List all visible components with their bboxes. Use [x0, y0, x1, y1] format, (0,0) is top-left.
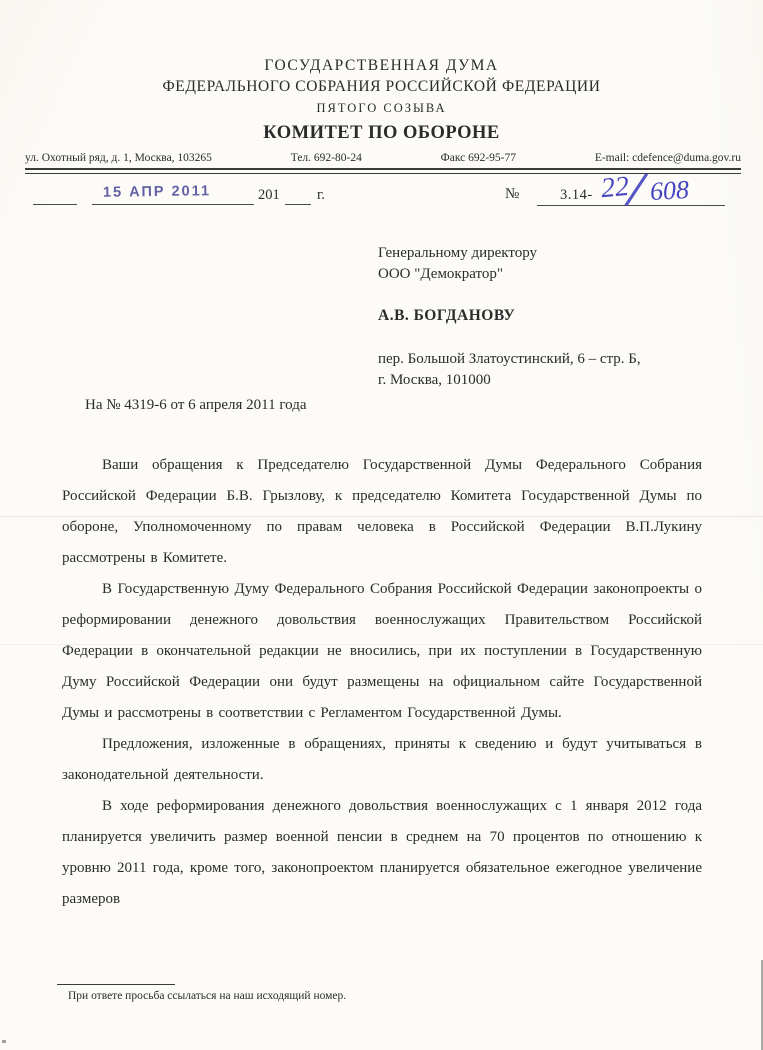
number-sign: №	[505, 186, 520, 202]
body-paragraph-3: Предложения, изложенные в обращениях, приняты к сведению и будут учитываться в законодательной деятельности.	[62, 736, 702, 783]
outgoing-number-printed: 3.14-	[560, 187, 593, 203]
paper-fold-line	[0, 644, 763, 645]
committee-title: КОМИТЕТ ПО ОБОРОНЕ	[263, 123, 500, 143]
org-convocation-line: ПЯТОГО СОЗЫВА	[316, 101, 447, 115]
letter-body	[62, 450, 702, 915]
date-blank-line	[33, 203, 77, 205]
contact-email: E-mail: cdefence@duma.gov.ru	[594, 152, 741, 164]
year-prefix: 201	[258, 187, 280, 203]
body-paragraph-4: В ходе реформирования денежного довольствия военнослужащих с 1 января 2012 года планируется увеличить размер военной пенсии в среднем на 70 процентов по отношению к уровню 2011 года, кроме того, законопроектом планируется обязательное ежегодное увеличение размеров	[62, 798, 702, 907]
org-name-line2: ФЕДЕРАЛЬНОГО СОБРАНИЯ РОССИЙСКОЙ ФЕДЕРАЦИИ	[162, 78, 601, 95]
date-stamp: 15 АПР 2011	[102, 183, 212, 201]
contact-fax: Факс 692-95-77	[440, 152, 517, 164]
incoming-reference-line: На № 4319-6 от 6 апреля 2011 года	[85, 397, 307, 413]
footnote-text: При ответе просьба ссылаться на наш исходящий номер.	[68, 990, 347, 1002]
recipient-position: Генеральному директору	[378, 245, 538, 261]
outgoing-number-handwritten-slash: /	[626, 160, 646, 218]
year-blank-line	[285, 203, 311, 205]
recipient-name: А.В. БОГДАНОВУ	[378, 307, 516, 324]
recipient-address-line1: пер. Большой Златоустинский, 6 – стр. Б,	[378, 351, 641, 367]
outgoing-number-handwritten-first: 22	[599, 170, 631, 205]
contact-address: ул. Охотный ряд, д. 1, Москва, 103265	[25, 152, 212, 164]
paper-fold-line	[0, 516, 763, 517]
org-name-line1: ГОСУДАРСТВЕННАЯ ДУМА	[264, 57, 499, 74]
year-unit: г.	[317, 187, 325, 203]
footnote-rule	[57, 984, 175, 985]
body-paragraph-1: Ваши обращения к Председателю Государственной Думы Федерального Собрания Российской Федерации Б.В. Грызлову, к председателю Комитета Государственной Думы по обороне, Уполномоченному по правам человека в Российской Федерации В.П.Лукину рассмотрены в Комитете.	[62, 457, 702, 566]
recipient-company: ООО "Демократор"	[378, 266, 503, 282]
outgoing-number-handwritten-second: 608	[649, 175, 690, 207]
contact-phone: Тел. 692-80-24	[290, 152, 362, 164]
scan-speck-artifact	[2, 1040, 6, 1043]
body-paragraph-2: В Государственную Думу Федерального Собрания Российской Федерации законопроекты о реформировании денежного довольствия военнослужащих Правительством Российской Федерации в окончательной редакции не вносились, при их поступлении в Государственную Думу Российской Федерации они будут размещены на официальном сайте Государственной Думы и рассмотрены в соответствии с Регламентом Государственной Думы.	[62, 581, 702, 721]
date-fill-line	[92, 203, 254, 205]
recipient-address-line2: г. Москва, 101000	[378, 372, 491, 388]
recipient-block	[378, 243, 641, 391]
